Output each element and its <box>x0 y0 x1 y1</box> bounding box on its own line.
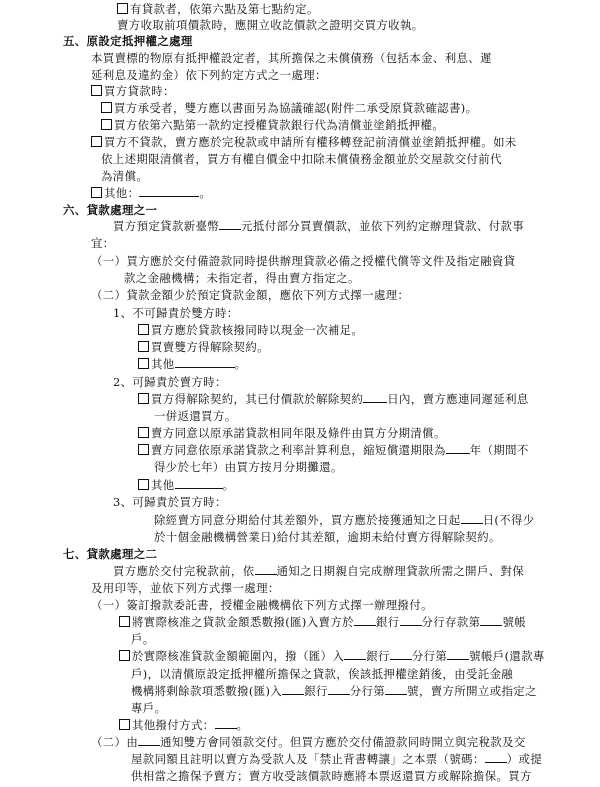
line-text: 分行第 <box>349 684 386 698</box>
text-line <box>117 17 424 34</box>
line-text: （一）簽訂撥款委託書，授權金融機構依下列方式擇一辦理撥付。 <box>91 598 433 612</box>
text-line <box>101 100 477 117</box>
blank-field[interactable] <box>328 694 350 695</box>
text-line <box>113 494 227 511</box>
line-text: 六、貸款處理之一 <box>63 203 158 217</box>
text-line <box>91 235 115 252</box>
blank-field[interactable] <box>344 659 366 660</box>
option-checkbox[interactable] <box>138 444 149 455</box>
text-line <box>131 700 166 717</box>
text-line <box>119 614 526 631</box>
blank-field[interactable] <box>175 367 235 368</box>
text-line <box>138 391 529 408</box>
option-checkbox[interactable] <box>91 187 102 198</box>
blank-field[interactable] <box>219 229 241 230</box>
text-line <box>124 270 360 287</box>
text-line <box>91 134 517 151</box>
text-line <box>131 666 513 683</box>
blank-field[interactable] <box>139 196 199 197</box>
blank-field[interactable] <box>447 659 469 660</box>
text-line <box>101 151 502 168</box>
line-text: 延利息及違約金）依下列約定方式之一處理： <box>91 68 327 82</box>
text-line <box>91 734 526 751</box>
line-text: 七、貸款處理之二 <box>63 547 158 561</box>
option-checkbox[interactable] <box>138 479 149 490</box>
option-checkbox[interactable] <box>91 136 102 147</box>
line-text: 日(不得少 <box>482 513 535 527</box>
blank-field[interactable] <box>385 694 407 695</box>
line-text: （二）由 <box>91 735 139 749</box>
line-text: 1、不可歸責於雙方時： <box>113 306 239 320</box>
text-line <box>91 580 280 597</box>
line-text: 銀行 <box>375 615 400 629</box>
option-checkbox[interactable] <box>119 719 130 730</box>
blank-field[interactable] <box>485 762 507 763</box>
line-text: 號帳 <box>502 615 527 629</box>
line-text: 賣方收取前項價款時，應開立收訖價款之證明交買方收執。 <box>117 18 424 32</box>
line-text: 3、可歸責於買方時： <box>113 495 227 509</box>
section-heading <box>63 33 193 50</box>
blank-field[interactable] <box>138 745 160 746</box>
blank-field[interactable] <box>215 728 237 729</box>
line-text: 於十個金融機構營業日)給付其差額，逾期未給付賣方得解除契約。 <box>154 530 501 544</box>
line-text: 有貸款者，依第六點及第七點約定。 <box>130 2 319 16</box>
text-line <box>138 339 269 356</box>
text-line <box>91 83 175 100</box>
line-text: （二）貸款金額少於預定貸款金額，應依下列方式擇一處理： <box>91 288 410 302</box>
line-text: 五、原設定抵押權之處理 <box>63 34 193 48</box>
line-text: 。 <box>236 718 249 732</box>
line-text: 其他： <box>104 186 140 200</box>
line-text: 得少於七年）由買方按月分期攤還。 <box>154 460 343 474</box>
text-line <box>154 408 237 425</box>
line-text: 通知之日期親自完成辦理貸款所需之開戶、對保 <box>276 564 525 578</box>
option-checkbox[interactable] <box>138 324 149 335</box>
line-text: 其他撥付方式： <box>132 718 215 732</box>
option-checkbox[interactable] <box>91 85 102 96</box>
line-text: 賣方同意依原承諾貸款之利率計算利息，縮短償還期限為 <box>151 443 446 457</box>
text-line <box>91 67 327 84</box>
line-text: 一併返還買方。 <box>154 409 237 423</box>
blank-field[interactable] <box>461 523 483 524</box>
text-line <box>138 356 246 373</box>
line-text: 分行存款第 <box>421 615 481 629</box>
line-text: 銀行 <box>304 684 328 698</box>
text-line <box>91 253 515 270</box>
line-text: 。 <box>234 357 247 371</box>
text-line <box>138 425 446 442</box>
blank-field[interactable] <box>400 625 422 626</box>
line-text: 戶)，以清償原設定抵押權所擔保之貸款，俟該抵押權塗銷後，由受託金融 <box>131 667 514 681</box>
blank-field[interactable] <box>446 453 470 454</box>
line-text: 年（期間不 <box>469 443 529 457</box>
line-text: 機構將剩餘款項悉數撥(匯)入 <box>131 684 283 698</box>
line-text: 買賣雙方得解除契約。 <box>151 340 269 354</box>
section-heading <box>63 202 157 219</box>
line-text: 除經賣方同意分期給付其差額外，買方應於接獲通知之日起 <box>154 513 461 527</box>
option-checkbox[interactable] <box>101 102 112 113</box>
text-line <box>91 597 433 614</box>
text-line <box>101 117 444 134</box>
option-checkbox[interactable] <box>117 3 128 14</box>
option-checkbox[interactable] <box>101 119 112 130</box>
text-line <box>91 287 409 304</box>
line-text: 專戶。 <box>131 701 167 715</box>
blank-field[interactable] <box>255 574 277 575</box>
text-line <box>154 459 343 476</box>
line-text: 元抵付部分買賣價款，並依下列約定辦理貸款、付款事 <box>241 219 525 233</box>
text-line <box>117 1 319 18</box>
option-checkbox[interactable] <box>138 427 149 438</box>
line-text: 於實際核准貸款金額範圍內，撥（匯）入 <box>132 649 345 663</box>
text-line <box>138 442 529 459</box>
text-line <box>113 374 227 391</box>
line-text: 款之金融機構；未指定者，得由賣方指定之。 <box>124 271 360 285</box>
option-checkbox[interactable] <box>119 650 130 661</box>
line-text: 通知雙方會同領款交付。但買方應於交付備證款同時開立與完稅款及交 <box>160 735 526 749</box>
line-text: 其他 <box>151 478 175 492</box>
line-text: 買方應於貸款核撥同時以現金一次補足。 <box>151 323 364 337</box>
option-checkbox[interactable] <box>138 393 149 404</box>
line-text: 買方預定貸款新臺幣 <box>113 219 220 233</box>
text-line <box>113 305 239 322</box>
text-line <box>113 563 524 580</box>
line-text: 銀行 <box>366 649 390 663</box>
line-text: 分行第 <box>411 649 448 663</box>
text-line <box>113 218 524 235</box>
line-text: 本買賣標的物原有抵押權設定者，其所擔保之未償債務（包括本金、利息、遲 <box>91 51 492 65</box>
line-text: 買方不貸款，賣方應於完稅款或申請所有權移轉登記前清償並塗銷抵押權。如未 <box>104 135 517 149</box>
line-text: 。 <box>222 478 235 492</box>
blank-field[interactable] <box>480 625 502 626</box>
text-line <box>119 717 248 734</box>
line-text: 號，賣方所開立或指定之 <box>407 684 537 698</box>
text-line <box>131 768 532 785</box>
text-line <box>131 751 542 768</box>
line-text: 戶。 <box>131 632 155 646</box>
text-line <box>154 512 535 529</box>
text-line <box>138 322 363 339</box>
option-checkbox[interactable] <box>119 616 130 627</box>
line-text: 買方貸款時： <box>104 84 175 98</box>
line-text: 買方得解除契約，其已付價款於解除契約 <box>151 392 364 406</box>
line-text: 2、可歸責於賣方時： <box>113 375 227 389</box>
blank-field[interactable] <box>390 659 412 660</box>
text-line <box>91 185 211 202</box>
line-text: 宜： <box>91 236 115 250</box>
line-text: 買方依第六點第一款約定授權貸款銀行代為清償並塗銷抵押權。 <box>114 118 445 132</box>
text-line <box>154 529 501 546</box>
line-text: 為清償。 <box>101 169 149 183</box>
line-text: 買方承受者，雙方應以書面另為協議確認(附件二承受原貸款確認書)。 <box>114 101 478 115</box>
line-text: 供相當之擔保予賣方；賣方收受該價款時應將本票返還買方或解除擔保。買方 <box>131 769 532 783</box>
line-text: （一）買方應於交付備證款同時提供辦理貸款必備之授權代償等文件及指定融資貸 <box>91 254 516 268</box>
blank-field[interactable] <box>363 402 387 403</box>
text-line <box>101 168 148 185</box>
option-checkbox[interactable] <box>138 341 149 352</box>
text-line <box>119 648 545 665</box>
blank-field[interactable] <box>175 488 223 489</box>
line-text: 買方應於交付完稅款前，依 <box>113 564 255 578</box>
line-text: 。 <box>199 186 212 200</box>
blank-field[interactable] <box>282 694 304 695</box>
line-text: 其他 <box>151 357 175 371</box>
text-line <box>138 477 234 494</box>
option-checkbox[interactable] <box>138 358 149 369</box>
line-text: 屋款同額且註明以賣方為受款人及「禁止背書轉讓」之本票（號碼： <box>131 752 485 766</box>
line-text: 依上述期限清償者，買方有權自價金中扣除未償債務金額並於交屋款交付前代 <box>101 152 502 166</box>
line-text: 及用印等，並依下列方式擇一處理： <box>91 581 280 595</box>
line-text: 將實際核准之貸款金額悉數撥(匯)入賣方於 <box>132 615 354 629</box>
line-text: 賣方同意以原承諾貸款相同年限及條件由買方分期清償。 <box>151 426 446 440</box>
text-line <box>131 683 537 700</box>
text-line <box>131 631 155 648</box>
line-text: 號帳戶(還款專 <box>469 649 545 663</box>
section-heading <box>63 546 157 563</box>
line-text: 日內，賣方應連同遲延利息 <box>387 392 529 406</box>
text-line <box>91 50 492 67</box>
blank-field[interactable] <box>354 625 376 626</box>
line-text: ）或提 <box>506 752 543 766</box>
